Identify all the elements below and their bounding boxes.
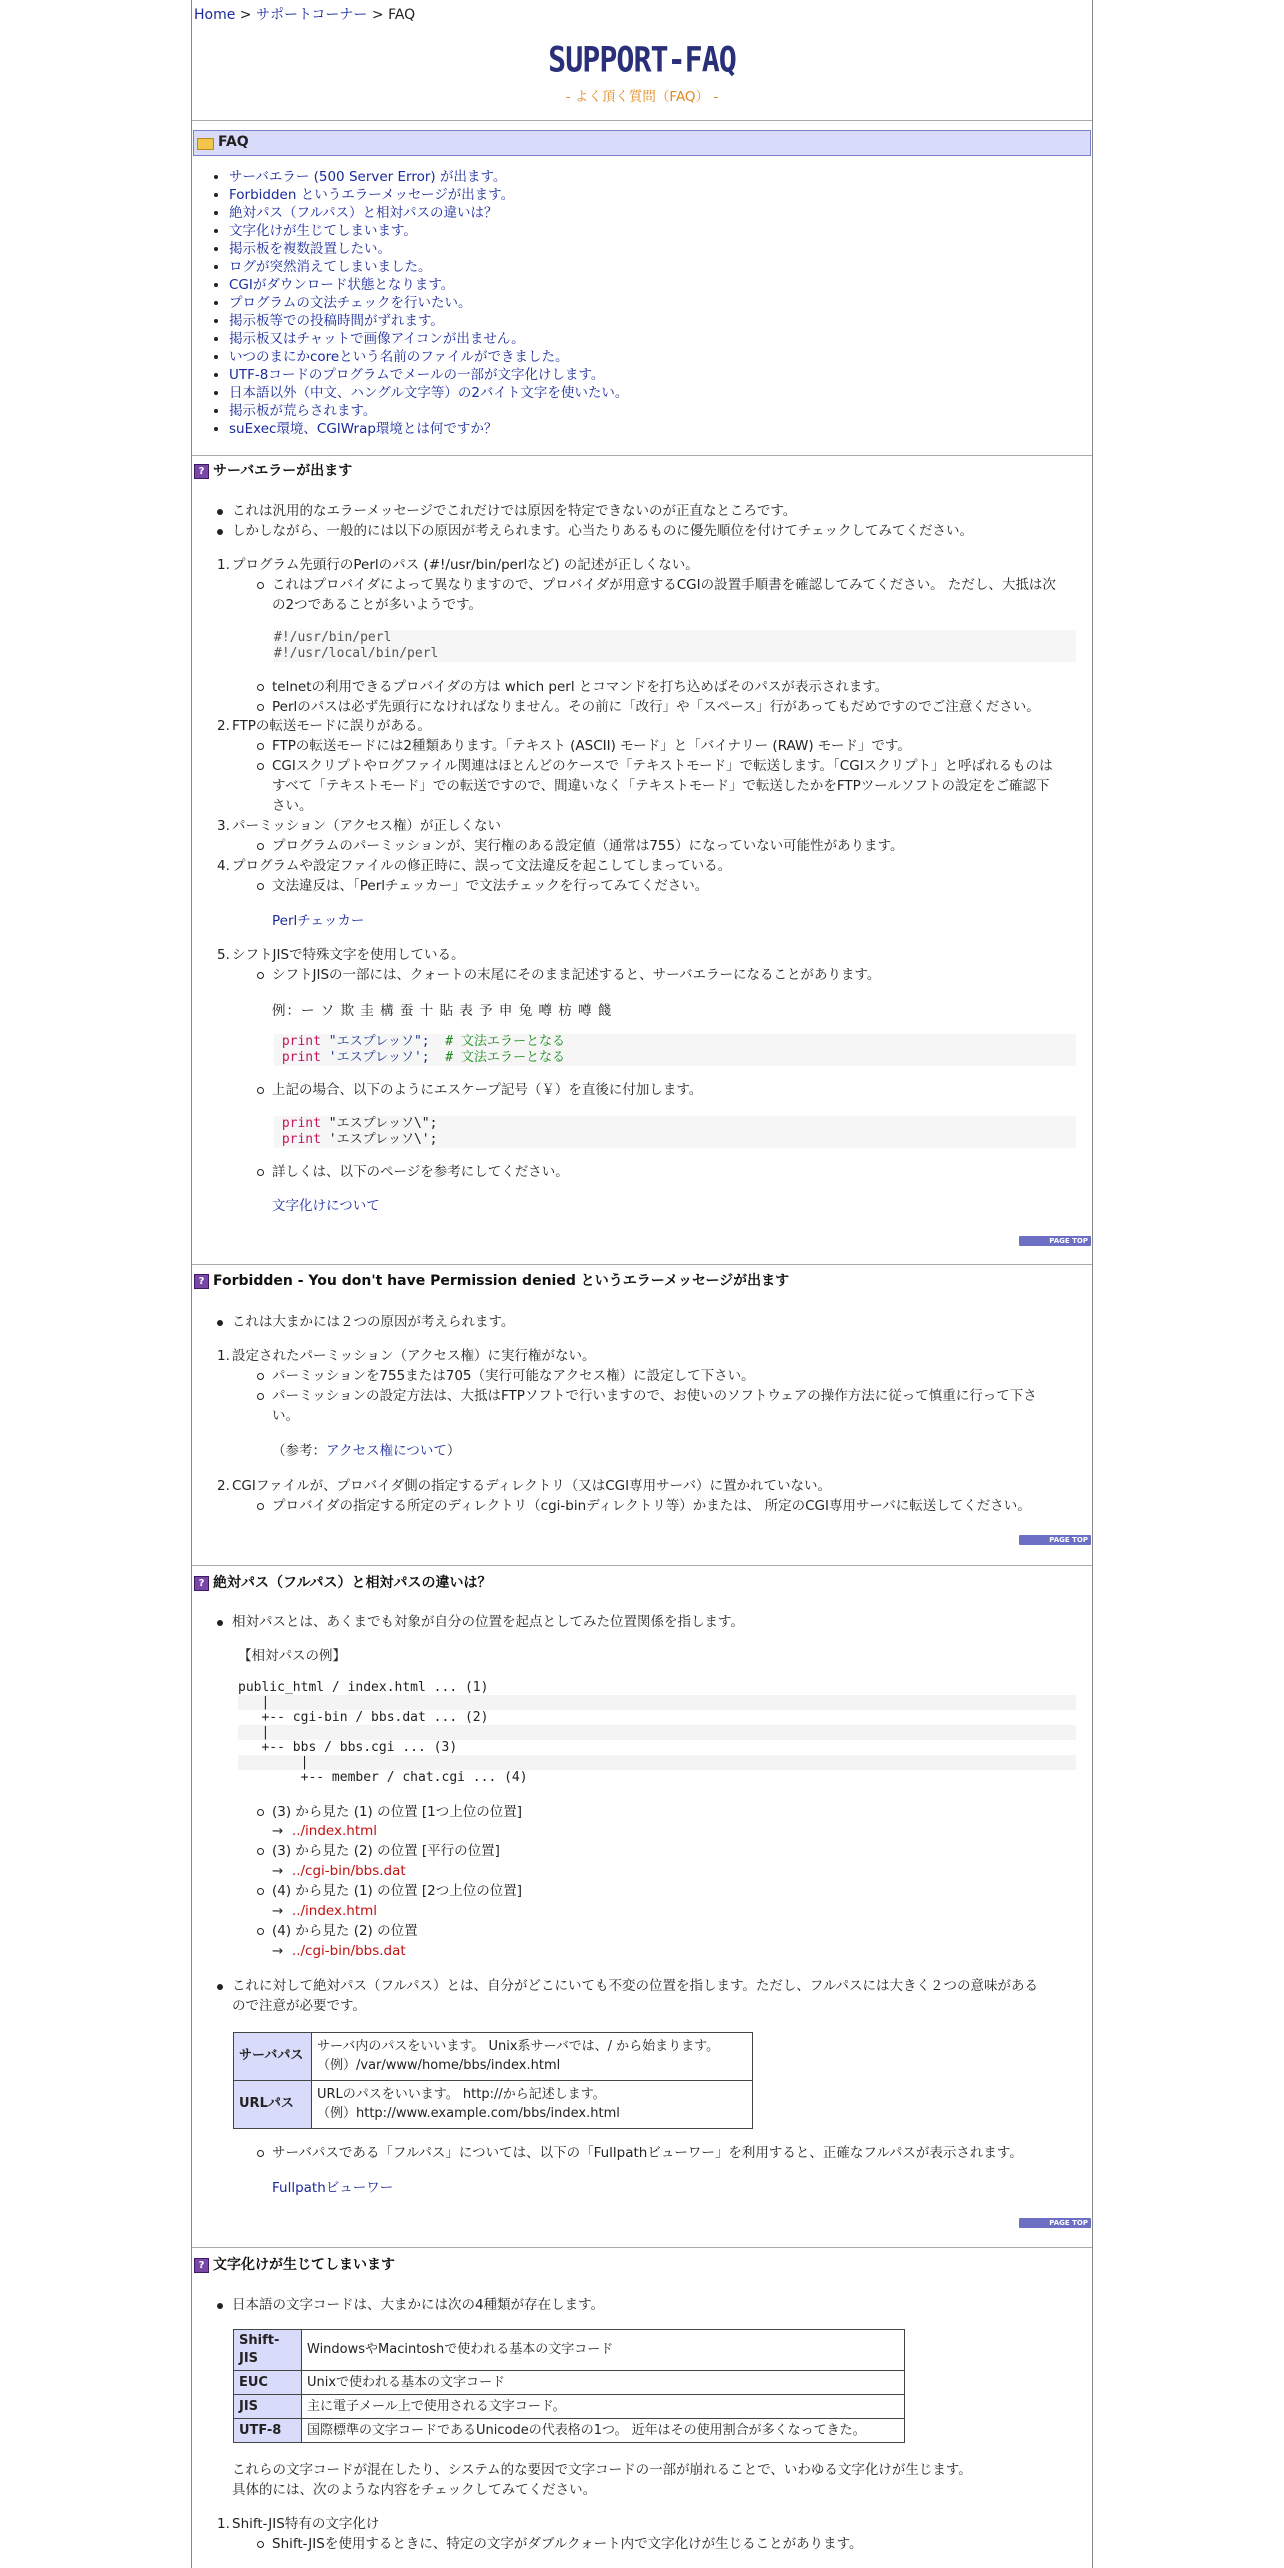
- example-chars: 例：ー ソ 欺 圭 構 蚕 十 貼 表 予 申 兔 噂 枋 噂 餞: [272, 1003, 613, 1019]
- sub-bullet-text-cont: さい。: [272, 798, 313, 814]
- toc-link[interactable]: 日本語以外（中文、ハングル文字等）の2バイト文字を使いたい。: [229, 385, 629, 401]
- sub-bullet-text: Shift-JISを使用するときに、特定の文字がダブルクォート内で文字化けが生じることがあります。: [272, 2536, 863, 2552]
- path-type-table: [233, 2032, 753, 2129]
- toc-link[interactable]: プログラムの文法チェックを行いたい。: [229, 295, 472, 311]
- tree-line: +-- bbs / bbs.cgi ... (3): [238, 1740, 1076, 1755]
- sub-bullet-text: 上記の場合、以下のようにエスケープ記号（￥）を直後に付加します。: [272, 1082, 703, 1098]
- list-number: 4.: [217, 858, 230, 874]
- divider: [192, 2247, 1092, 2248]
- bullet-text: しかしながら、一般的には以下の原因が考えられます。心当たりあるものに優先順位を付けてチェックしてみてください。: [232, 523, 974, 539]
- code-block: [274, 630, 1076, 662]
- breadcrumb-current: FAQ: [388, 7, 416, 23]
- toc-item: [229, 348, 628, 366]
- sub-bullet-text-cont: い。: [272, 1408, 299, 1424]
- perl-checker-link[interactable]: Perlチェッカー: [272, 913, 365, 929]
- reference-prefix: （参考：: [272, 1443, 326, 1459]
- list-item: [217, 556, 699, 575]
- tree-line: +-- member / chat.cgi ... (4): [238, 1770, 1076, 1785]
- toc-link[interactable]: UTF-8コードのプログラムでメールの一部が文字化けします。: [229, 367, 605, 383]
- table-cell: [312, 2033, 753, 2081]
- tree-line: public_html / index.html ... (1): [238, 1680, 1076, 1695]
- table-cell: Unixで使われる基本の文字コード: [302, 2371, 905, 2395]
- mojibake-link[interactable]: 文字化けについて: [272, 1198, 380, 1214]
- section-title-text: Forbidden - You don't have Permission denied というエラーメッセージが出ます: [213, 1273, 790, 1289]
- arrow-icon: →: [272, 1823, 284, 1839]
- table-header-cell: UTF-8: [234, 2419, 302, 2443]
- table-header-cell: サーバパス: [234, 2033, 312, 2081]
- code-keyword: print: [281, 1132, 321, 1147]
- code-line: #!/usr/bin/perl: [274, 630, 392, 645]
- breadcrumb-separator: >: [239, 7, 252, 23]
- arrow-icon: →: [272, 1943, 284, 1959]
- table-header-cell: URLパス: [234, 2081, 312, 2129]
- tree-line: |: [238, 1755, 1076, 1770]
- list-number: 1.: [217, 1348, 230, 1364]
- path-value: ../index.html: [291, 1903, 378, 1919]
- list-item-text: プログラム先頭行のPerlのパス (#!/usr/bin/perlなど) の記述が正しくない。: [232, 557, 699, 573]
- sub-bullet-text: (3) から見た (1) の位置 [1つ上位の位置]: [272, 1804, 523, 1820]
- table-row: [234, 2395, 905, 2419]
- section-title-text: サーバエラーが出ます: [213, 463, 353, 479]
- sub-bullet-text: Perlのパスは必ず先頭行になければなりません。その前に「改行」や「スペース」行があってもだめですのでご注意ください。: [272, 699, 1040, 715]
- bullet-text: これに対して絶対パス（フルパス）とは、自分がどこにいても不変の位置を指します。ただし、フルパスには大きく２つの意味がある: [232, 1978, 1038, 1994]
- section-title-server-error: [194, 462, 352, 482]
- code-string: 'エスプレッソ\';: [328, 1132, 438, 1147]
- table-row: [234, 2033, 753, 2081]
- table-header-cell: JIS: [234, 2395, 302, 2419]
- sub-bullet-text-cont: すべて「テキストモード」での転送ですので、間違いなく「テキストモード」で転送したかをFTPツールソフトの設定をご確認下: [272, 778, 1050, 794]
- reference-suffix: ）: [446, 1443, 461, 1459]
- toc-item: [229, 330, 628, 348]
- list-item-text: 設定されたパーミッション（アクセス権）に実行権がない。: [232, 1348, 596, 1364]
- list-item: [217, 1477, 831, 1496]
- cell-line: サーバ内のパスをいいます。 Unix系サーバでは、/ から始まります。: [317, 2039, 720, 2055]
- cell-line: （例）/var/www/home/bbs/index.html: [317, 2057, 561, 2073]
- toc-item: [229, 204, 628, 222]
- page-subtitle: - よく頂く質問（FAQ） -: [565, 89, 719, 105]
- list-number: 1.: [217, 557, 230, 573]
- toc-link[interactable]: 文字化けが生じてしまいます。: [229, 223, 417, 239]
- toc-link[interactable]: いつのまにかcoreという名前のファイルができました。: [229, 349, 569, 365]
- faq-toc-list: [229, 168, 628, 438]
- faq-header-bar: [193, 130, 1091, 156]
- paragraph: これらの文字コードが混在したり、システム的な要因で文字コードの一部が崩れることで、いわゆる文字化けが生じます。: [232, 2462, 972, 2478]
- list-item-text: CGIファイルが、プロバイダ側の指定するディレクトリ（又はCGI専用サーバ）に置かれていない。: [232, 1478, 831, 1494]
- list-item: [217, 717, 431, 736]
- sub-bullet-text: 詳しくは、以下のページを参考にしてください。: [272, 1164, 569, 1180]
- sub-bullet-text: シフトJISの一部には、クォートの末尾にそのまま記述すると、サーバエラーになることがあります。: [272, 967, 881, 983]
- folder-icon: [197, 138, 214, 150]
- breadcrumb: [194, 6, 415, 26]
- bullet-text-cont: ので注意が必要です。: [232, 1998, 366, 2014]
- list-number: 2.: [217, 1478, 230, 1494]
- list-item: [217, 857, 732, 876]
- section-title-text: 文字化けが生じてしまいます: [213, 2257, 395, 2273]
- sub-bullet-text: パーミッションを755または705（実行可能なアクセス権）に設定して下さい。: [272, 1368, 755, 1384]
- breadcrumb-home-link[interactable]: Home: [194, 7, 236, 23]
- list-item: [217, 2515, 380, 2534]
- table-cell: 主に電子メール上で使用される文字コード。: [302, 2395, 905, 2419]
- table-row: [234, 2330, 905, 2371]
- code-block: [274, 1034, 1076, 1066]
- path-result: [272, 1902, 377, 1921]
- sub-bullet-text: CGIスクリプトやログファイル関連はほとんどのケースで「テキストモード」で転送します。「CGIスクリプト」と呼ばれるものは: [272, 758, 1053, 774]
- toc-link[interactable]: Forbidden というエラーメッセージが出ます。: [229, 187, 515, 203]
- divider: [192, 1264, 1092, 1265]
- cell-line: （例）http://www.example.com/bbs/index.html: [317, 2105, 620, 2121]
- list-item: [217, 1347, 596, 1366]
- tree-line: |: [238, 1725, 1076, 1740]
- sub-bullet-text: 文法違反は、「Perlチェッカー」で文法チェックを行ってみてください。: [272, 878, 709, 894]
- toc-item: [229, 420, 628, 438]
- path-result: [272, 1942, 406, 1961]
- faq-header-label: FAQ: [218, 134, 249, 151]
- sub-bullet-text: サーバパスである「フルパス」については、以下の「Fullpathビューワー」を利用すると、正確なフルパスが表示されます。: [272, 2145, 1023, 2161]
- section-title-forbidden: [194, 1272, 789, 1292]
- divider: [192, 455, 1092, 456]
- page-top-button[interactable]: PAGE TOP: [1019, 1535, 1091, 1545]
- code-keyword: print: [281, 1116, 321, 1131]
- directory-tree: [238, 1680, 1076, 1785]
- paragraph: 具体的には、次のような内容をチェックしてみてください。: [232, 2482, 597, 2498]
- toc-link[interactable]: サーバエラー (500 Server Error) が出ます。: [229, 169, 507, 185]
- example-label: 【相対パスの例】: [238, 1648, 346, 1664]
- toc-item: [229, 240, 628, 258]
- bullet-text: これは汎用的なエラーメッセージでこれだけでは原因を特定できないのが正直なところです。: [232, 503, 797, 519]
- code-string: "エスプレッソ";: [328, 1034, 430, 1049]
- path-value: ../index.html: [291, 1823, 378, 1839]
- path-value: ../cgi-bin/bbs.dat: [291, 1863, 406, 1879]
- table-row: [234, 2081, 753, 2129]
- code-line: #!/usr/local/bin/perl: [274, 646, 439, 661]
- sub-bullet-text-cont: の2つであることが多いようです。: [272, 597, 483, 613]
- page-container: [191, 0, 1093, 2568]
- divider: [192, 1565, 1092, 1566]
- path-result: [272, 1822, 377, 1841]
- breadcrumb-support-link[interactable]: サポートコーナー: [255, 7, 368, 23]
- list-item-text: シフトJISで特殊文字を使用している。: [232, 947, 465, 963]
- path-value: ../cgi-bin/bbs.dat: [291, 1943, 406, 1959]
- toc-item: [229, 312, 628, 330]
- arrow-icon: →: [272, 1863, 284, 1879]
- code-keyword: print: [281, 1050, 321, 1065]
- toc-link[interactable]: 絶対パス（フルパス）と相対パスの違いは？: [229, 205, 498, 221]
- section-title-paths: [194, 1574, 491, 1594]
- toc-item: [229, 294, 628, 312]
- sub-bullet-text: パーミッションの設定方法は、大抵はFTPソフトで行いますので、お使いのソフトウェアの操作方法に従って慎重に行って下さ: [272, 1388, 1037, 1404]
- question-icon: ?: [194, 464, 209, 479]
- list-number: 1.: [217, 2516, 230, 2532]
- bullet-text: 相対パスとは、あくまでも対象が自分の位置を起点としてみた位置関係を指します。: [232, 1614, 744, 1630]
- toc-link[interactable]: 掲示板等での投稿時間がずれます。: [229, 313, 444, 329]
- sub-bullet-text: (4) から見た (1) の位置 [2つ上位の位置]: [272, 1883, 523, 1899]
- sub-bullet-text: telnetの利用できるプロバイダの方は which perl とコマンドを打ち込めばそのパスが表示されます。: [272, 679, 889, 695]
- sub-bullet-text: プロバイダの指定する所定のディレクトリ（cgi-binディレクトリ等）かまたは、 所定のCGI専用サーバに転送してください。: [272, 1498, 1031, 1514]
- sub-bullet-text: (3) から見た (2) の位置 [平行の位置]: [272, 1843, 500, 1859]
- question-icon: ?: [194, 2258, 209, 2273]
- divider: [192, 120, 1092, 121]
- table-cell: 国際標準の文字コードであるUnicodeの代表格の1つ。 近年はその使用割合が多くなってきた。: [302, 2419, 905, 2443]
- question-icon: ?: [194, 1274, 209, 1289]
- page-title: SUPPORT-FAQ: [548, 40, 736, 81]
- toc-item: [229, 258, 628, 276]
- toc-item: [229, 276, 628, 294]
- list-item-text: プログラムや設定ファイルの修正時に、誤って文法違反を起こしてしまっている。: [232, 858, 732, 874]
- arrow-icon: →: [272, 1903, 284, 1919]
- table-header-cell: Shift-JIS: [234, 2330, 302, 2371]
- page-top-button[interactable]: PAGE TOP: [1019, 2218, 1091, 2228]
- toc-item: [229, 168, 628, 186]
- tree-line: |: [238, 1695, 1076, 1710]
- toc-link[interactable]: CGIがダウンロード状態となります。: [229, 277, 455, 293]
- toc-item: [229, 384, 628, 402]
- code-block: [274, 1116, 1076, 1148]
- table-cell: WindowsやMacintoshで使われる基本の文字コード: [302, 2330, 905, 2371]
- list-item-text: FTPの転送モードに誤りがある。: [232, 718, 431, 734]
- list-number: 5.: [217, 947, 230, 963]
- code-string: 'エスプレッソ';: [328, 1050, 430, 1065]
- table-row: [234, 2419, 905, 2443]
- encoding-table: [233, 2329, 905, 2443]
- bullet-text: これは大まかには２つの原因が考えられます。: [232, 1314, 515, 1330]
- toc-link[interactable]: ログが突然消えてしまいました。: [229, 259, 432, 275]
- code-string: "エスプレッソ\";: [328, 1116, 438, 1131]
- code-comment: # 文法エラーとなる: [445, 1050, 565, 1065]
- toc-item: [229, 186, 628, 204]
- breadcrumb-separator: >: [371, 7, 384, 23]
- toc-link[interactable]: 掲示板が荒らされます。: [229, 403, 377, 419]
- fullpath-viewer-link[interactable]: Fullpathビューワー: [272, 2180, 394, 2196]
- list-number: 2.: [217, 718, 230, 734]
- page-top-button[interactable]: PAGE TOP: [1019, 1236, 1091, 1246]
- section-title-mojibake: [194, 2256, 395, 2276]
- cell-line: URLのパスをいいます。 http://から記述します。: [317, 2087, 606, 2103]
- list-number: 3.: [217, 818, 230, 834]
- path-result: [272, 1862, 406, 1881]
- list-item: [217, 817, 502, 836]
- section-title-text: 絶対パス（フルパス）と相対パスの違いは？: [213, 1575, 492, 1591]
- toc-item: [229, 222, 628, 240]
- table-cell: [312, 2081, 753, 2129]
- sub-bullet-text: FTPの転送モードには2種類あります。「テキスト (ASCII) モード」と「バイナリー (RAW) モード」です。: [272, 738, 911, 754]
- code-comment: # 文法エラーとなる: [445, 1034, 565, 1049]
- reference-line: [272, 1442, 460, 1461]
- code-keyword: print: [281, 1034, 321, 1049]
- sub-bullet-text: これはプロバイダによって異なりますので、プロバイダが用意するCGIの設置手順書を確認してみてください。 ただし、大抵は次: [272, 577, 1056, 593]
- toc-item: [229, 366, 628, 384]
- list-item-text: パーミッション（アクセス権）が正しくない: [232, 818, 502, 834]
- toc-link[interactable]: 掲示板又はチャットで画像アイコンが出ません。: [229, 331, 525, 347]
- question-icon: ?: [194, 1576, 209, 1591]
- access-rights-link[interactable]: アクセス権について: [326, 1443, 447, 1459]
- table-header-cell: EUC: [234, 2371, 302, 2395]
- toc-link[interactable]: 掲示板を複数設置したい。: [229, 241, 391, 257]
- list-item-text: Shift-JIS特有の文字化け: [232, 2516, 380, 2532]
- sub-bullet-text: (4) から見た (2) の位置: [272, 1923, 418, 1939]
- toc-item: [229, 402, 628, 420]
- toc-link[interactable]: suExec環境、CGIWrap環境とは何ですか？: [229, 421, 498, 437]
- bullet-text: 日本語の文字コードは、大まかには次の4種類が存在します。: [232, 2297, 605, 2313]
- list-item: [217, 946, 465, 965]
- table-row: [234, 2371, 905, 2395]
- tree-line: +-- cgi-bin / bbs.dat ... (2): [238, 1710, 1076, 1725]
- sub-bullet-text: プログラムのパーミッションが、実行権のある設定値（通常は755）になっていない可能性があります。: [272, 838, 904, 854]
